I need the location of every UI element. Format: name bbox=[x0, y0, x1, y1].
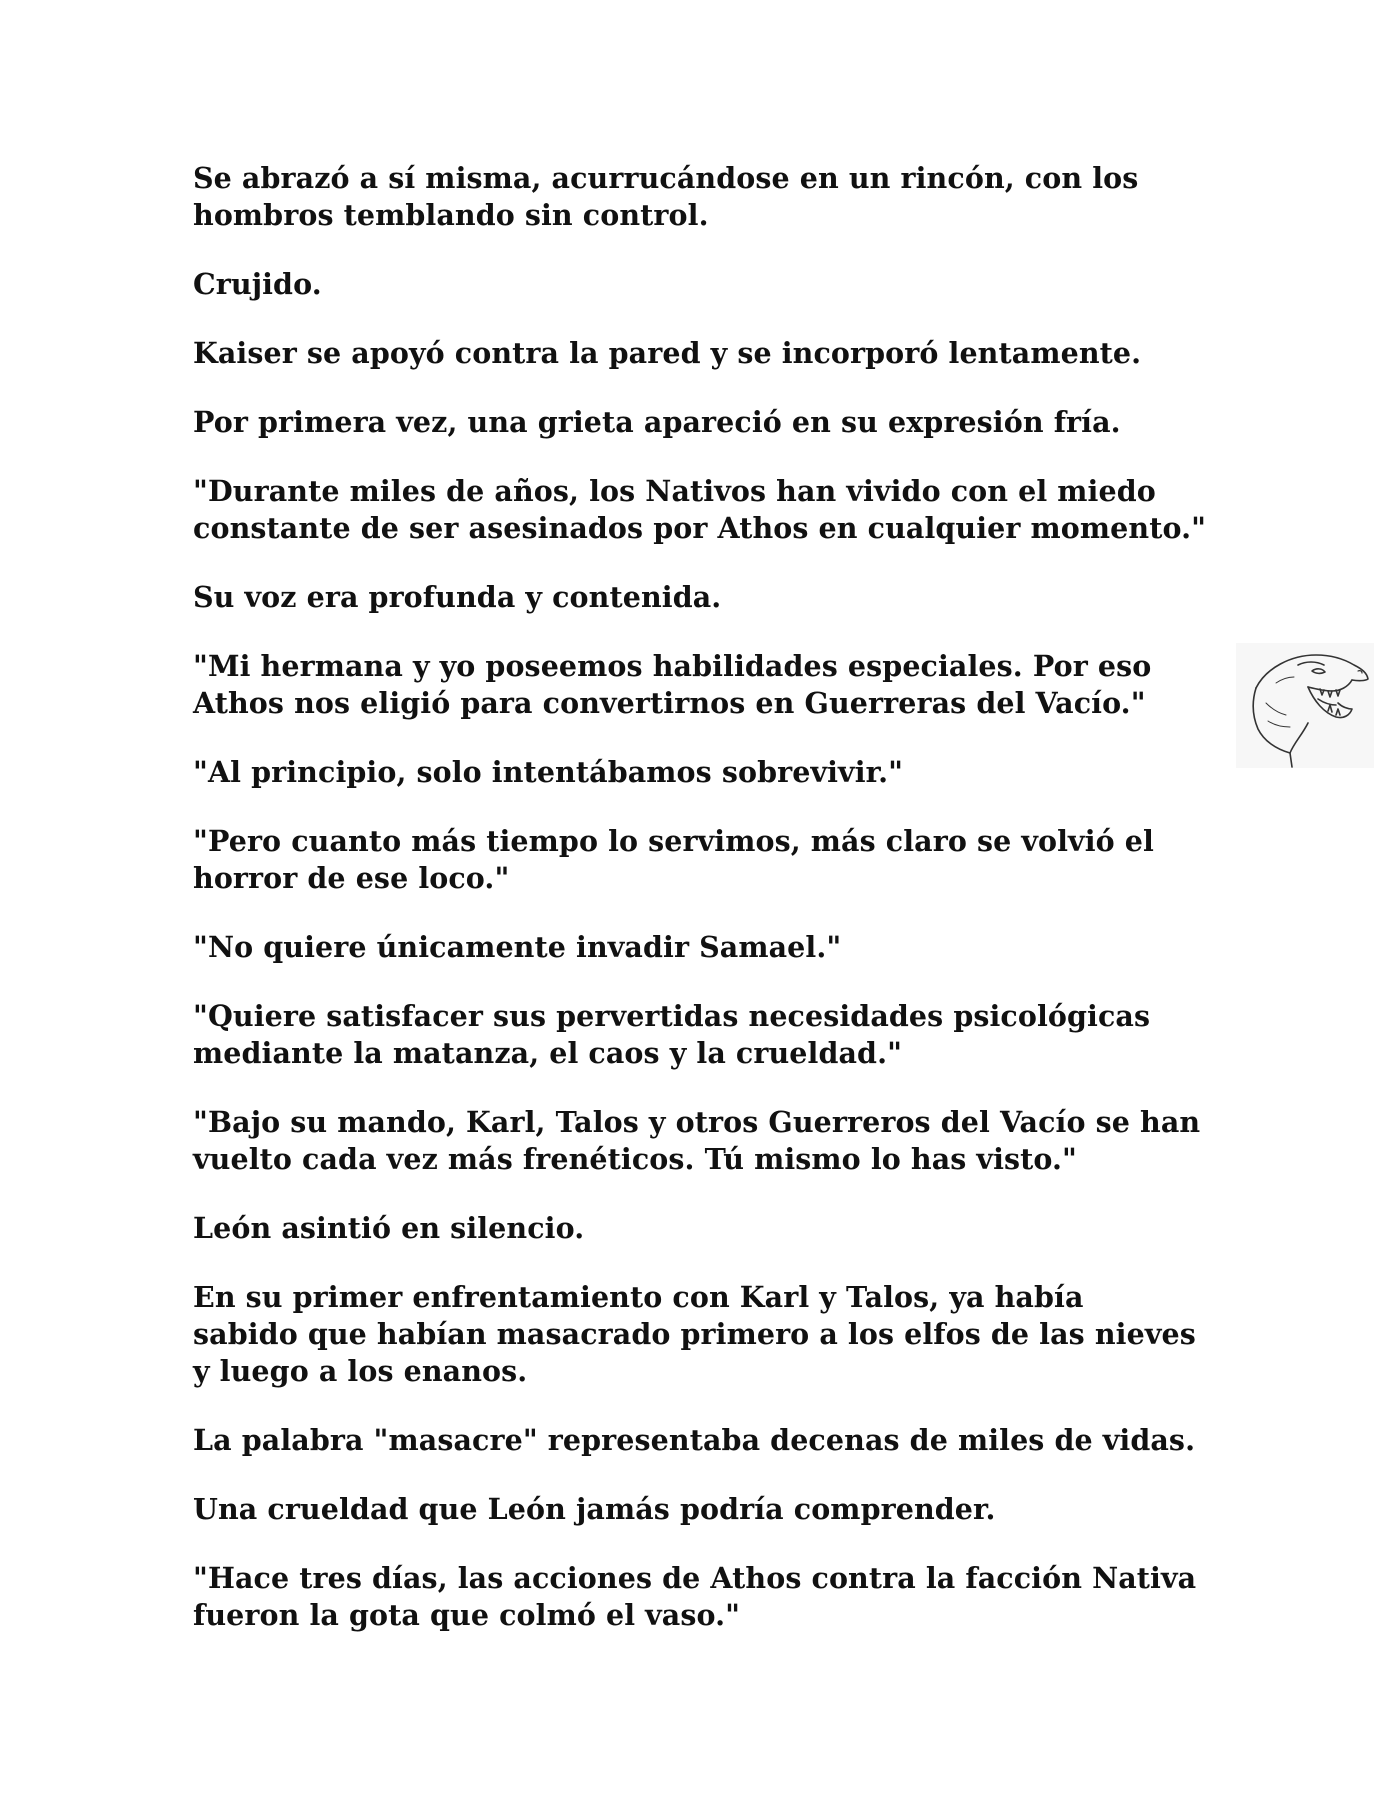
text-line: Athos nos eligió para convertirnos en Guerreras del Vacío." bbox=[193, 686, 1146, 720]
paragraph bbox=[193, 579, 1233, 616]
text-line: Una crueldad que León jamás podría comprender. bbox=[193, 1492, 996, 1526]
text-line: fueron la gota que colmó el vaso." bbox=[193, 1598, 741, 1632]
text-line: vuelto cada vez más frenéticos. Tú mismo lo has visto." bbox=[193, 1142, 1078, 1176]
paragraph bbox=[193, 929, 1233, 966]
text-line: La palabra "masacre" representaba decenas de miles de vidas. bbox=[193, 1423, 1196, 1457]
paragraph bbox=[193, 648, 1233, 722]
text-line: hombros temblando sin control. bbox=[193, 198, 709, 232]
paragraph bbox=[193, 266, 1233, 303]
text-line: Kaiser se apoyó contra la pared y se incorporó lentamente. bbox=[193, 336, 1142, 370]
text-line: "Pero cuanto más tiempo lo servimos, más claro se volvió el bbox=[193, 824, 1154, 858]
paragraph bbox=[193, 1422, 1233, 1459]
text-line: constante de ser asesinados por Athos en cualquier momento." bbox=[193, 511, 1207, 545]
dinosaur-head-sketch-icon bbox=[1236, 643, 1374, 768]
text-line: "No quiere únicamente invadir Samael." bbox=[193, 930, 842, 964]
paragraph bbox=[193, 473, 1233, 547]
text-line: En su primer enfrentamiento con Karl y Talos, ya había bbox=[193, 1280, 1084, 1314]
text-line: Por primera vez, una grieta apareció en su expresión fría. bbox=[193, 405, 1121, 439]
paragraph bbox=[193, 335, 1233, 372]
paragraph bbox=[193, 1210, 1233, 1247]
text-line: "Hace tres días, las acciones de Athos contra la facción Nativa bbox=[193, 1561, 1197, 1595]
paragraph bbox=[193, 1104, 1233, 1178]
story-text bbox=[193, 160, 1233, 1666]
paragraph bbox=[193, 404, 1233, 441]
text-line: Su voz era profunda y contenida. bbox=[193, 580, 722, 614]
text-line: Se abrazó a sí misma, acurrucándose en un rincón, con los bbox=[193, 161, 1139, 195]
text-line: sabido que habían masacrado primero a los elfos de las nieves bbox=[193, 1317, 1196, 1351]
paragraph bbox=[193, 160, 1233, 234]
text-line: "Al principio, solo intentábamos sobrevivir." bbox=[193, 755, 904, 789]
text-line: León asintió en silencio. bbox=[193, 1211, 585, 1245]
paragraph bbox=[193, 1491, 1233, 1528]
paragraph bbox=[193, 754, 1233, 791]
text-line: mediante la matanza, el caos y la crueldad." bbox=[193, 1036, 903, 1070]
text-line: "Mi hermana y yo poseemos habilidades especiales. Por eso bbox=[193, 649, 1152, 683]
text-line: y luego a los enanos. bbox=[193, 1354, 528, 1388]
paragraph bbox=[193, 998, 1233, 1072]
text-line: "Quiere satisfacer sus pervertidas necesidades psicológicas bbox=[193, 999, 1151, 1033]
text-line: Crujido. bbox=[193, 267, 322, 301]
text-line: "Durante miles de años, los Nativos han vivido con el miedo bbox=[193, 474, 1156, 508]
text-line: horror de ese loco." bbox=[193, 861, 510, 895]
paragraph bbox=[193, 1279, 1233, 1390]
paragraph bbox=[193, 1560, 1233, 1634]
text-line: "Bajo su mando, Karl, Talos y otros Guerreros del Vacío se han bbox=[193, 1105, 1201, 1139]
paragraph bbox=[193, 823, 1233, 897]
